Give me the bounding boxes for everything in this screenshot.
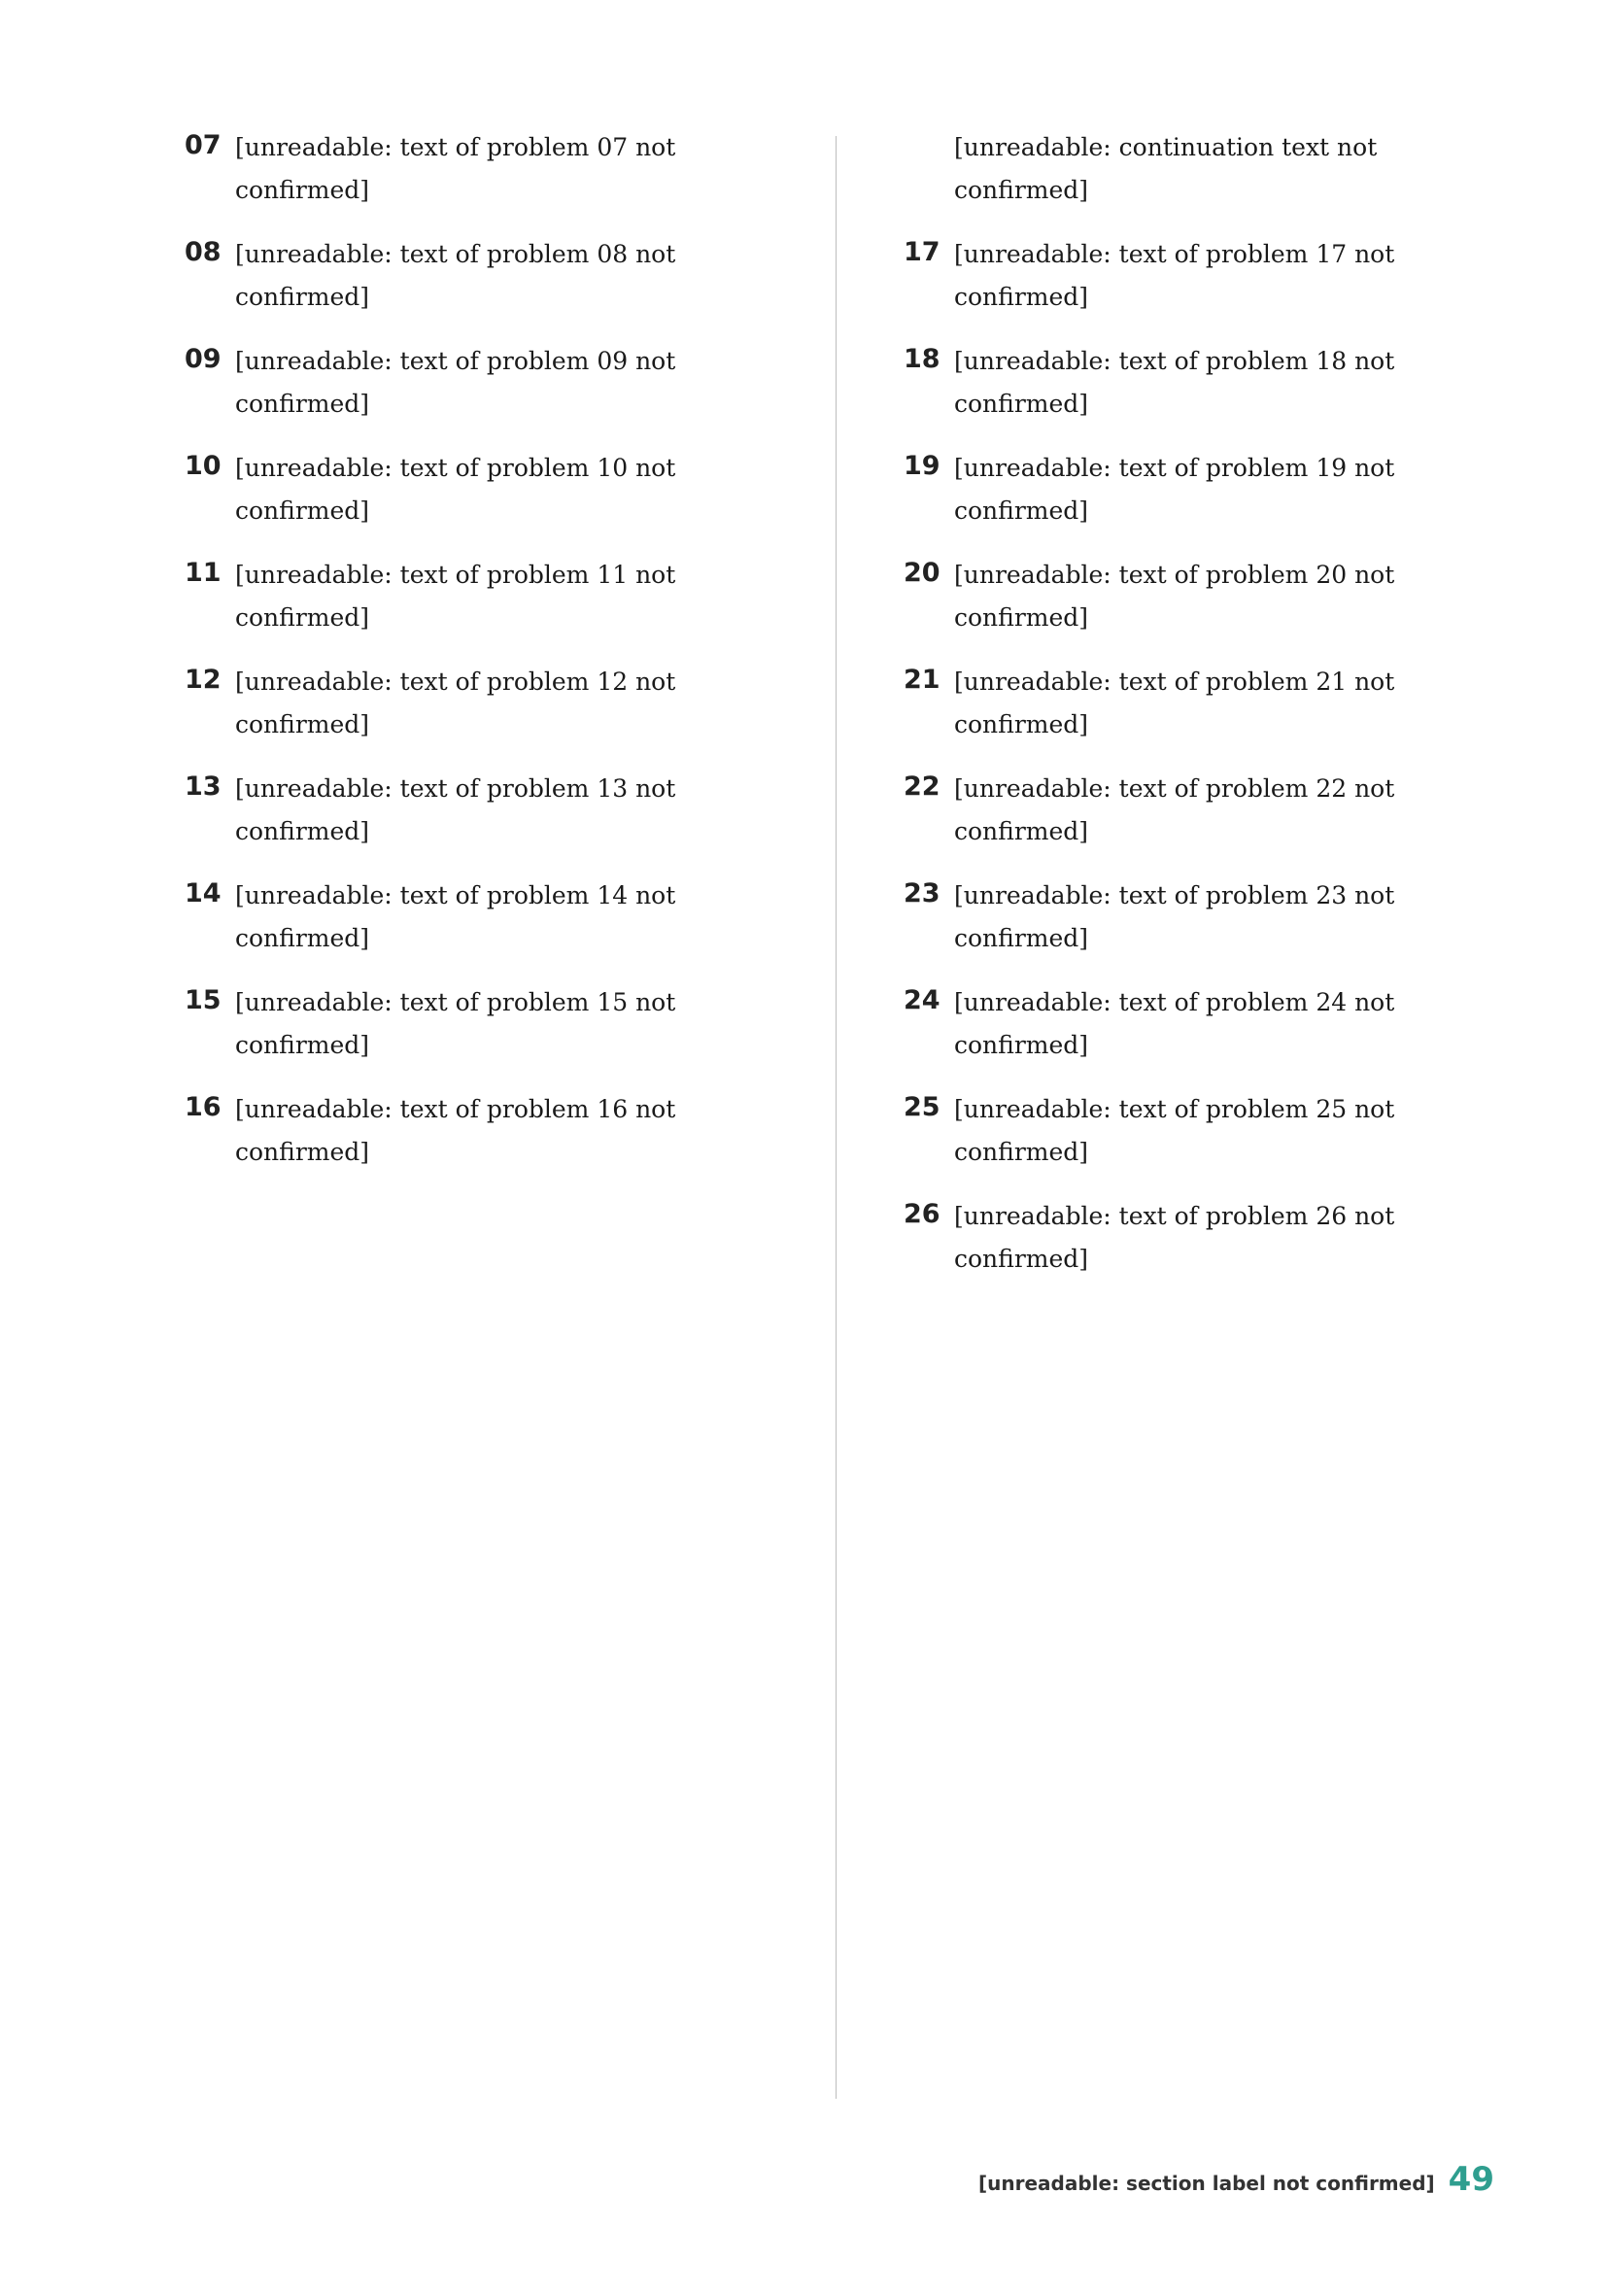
problem-number: 18 [904, 344, 940, 374]
problem-body [954, 874, 1506, 960]
solution-line: [unreadable: text of problem 17 not confirmed] [954, 240, 1395, 311]
problem-number: 13 [185, 771, 222, 802]
problem-body [235, 447, 806, 532]
problem-item [904, 447, 1506, 532]
problem-body [954, 1195, 1506, 1281]
problem-body [235, 768, 806, 853]
problem-body [235, 981, 806, 1067]
problem-item [904, 768, 1506, 853]
solution-line: [unreadable: text of problem 21 not confirmed] [954, 668, 1395, 738]
problem-body [954, 233, 1506, 319]
problem-number: 10 [185, 451, 222, 481]
problem-body [235, 233, 806, 319]
problem-number: 23 [904, 878, 940, 908]
problem-number: 21 [904, 665, 940, 695]
problem-item [185, 126, 806, 212]
problem-item [904, 981, 1506, 1067]
solution-line: [unreadable: text of problem 18 not confirmed] [954, 347, 1395, 418]
problem-body [235, 340, 806, 426]
problem-number: 25 [904, 1092, 940, 1122]
problem-body [235, 661, 806, 746]
problem-number: 15 [185, 985, 222, 1015]
problem-number: 09 [185, 344, 222, 374]
problem-body [954, 661, 1506, 746]
problem-number: 12 [185, 665, 222, 695]
problem-item [185, 768, 806, 853]
problem-number: 17 [904, 237, 940, 267]
section-label: [unreadable: section label not confirmed] [978, 2172, 1435, 2195]
solution-line: [unreadable: text of problem 12 not confirmed] [235, 668, 676, 738]
problem-number: 26 [904, 1199, 940, 1229]
problem-body [235, 874, 806, 960]
problem-number: 16 [185, 1092, 222, 1122]
problem-number: 20 [904, 558, 940, 588]
solution-line: [unreadable: text of problem 10 not confirmed] [235, 454, 676, 525]
problem-number: 11 [185, 558, 222, 588]
solution-line: [unreadable: text of problem 14 not confirmed] [235, 881, 676, 952]
problem-number: 24 [904, 985, 940, 1015]
solution-line: [unreadable: text of problem 08 not confirmed] [235, 240, 676, 311]
problem-body [954, 340, 1506, 426]
page-footer [978, 2160, 1494, 2199]
problem-item [185, 661, 806, 746]
problem-body [235, 126, 806, 212]
problem-item [904, 233, 1506, 319]
problem-item [185, 1088, 806, 1174]
problem-item [185, 554, 806, 639]
left-column [185, 126, 806, 1195]
problem-item [904, 554, 1506, 639]
problem-number: 22 [904, 771, 940, 802]
solution-line: [unreadable: text of problem 24 not confirmed] [954, 988, 1395, 1059]
solution-line: [unreadable: text of problem 23 not confirmed] [954, 881, 1395, 952]
problem-item [185, 447, 806, 532]
problem-item [185, 981, 806, 1067]
problem-body [235, 554, 806, 639]
problem-item [185, 233, 806, 319]
problem-item [904, 340, 1506, 426]
solution-line: [unreadable: text of problem 22 not confirmed] [954, 774, 1395, 845]
problem-body [235, 1088, 806, 1174]
solution-line: [unreadable: text of problem 26 not confirmed] [954, 1202, 1395, 1273]
solution-line: [unreadable: continuation text not confirmed] [954, 133, 1378, 204]
problem-number: 08 [185, 237, 222, 267]
solution-line: [unreadable: text of problem 15 not confirmed] [235, 988, 676, 1059]
solution-line: [unreadable: text of problem 20 not confirmed] [954, 561, 1395, 632]
solution-line: [unreadable: text of problem 19 not confirmed] [954, 454, 1395, 525]
solution-line: [unreadable: text of problem 13 not confirmed] [235, 774, 676, 845]
solution-line: [unreadable: text of problem 16 not confirmed] [235, 1095, 676, 1166]
problem-body [954, 981, 1506, 1067]
problem-item [185, 874, 806, 960]
problem-number: 07 [185, 130, 222, 160]
solution-line: [unreadable: text of problem 09 not confirmed] [235, 347, 676, 418]
problem-body [954, 126, 1506, 212]
problem-item [904, 1195, 1506, 1281]
problem-body [954, 1088, 1506, 1174]
problem-body [954, 554, 1506, 639]
solution-line: [unreadable: text of problem 07 not confirmed] [235, 133, 676, 204]
problem-body [954, 768, 1506, 853]
problem-item [904, 1088, 1506, 1174]
solution-line: [unreadable: text of problem 11 not confirmed] [235, 561, 676, 632]
column-divider [836, 136, 837, 2099]
problem-item [904, 126, 1506, 212]
solution-line: [unreadable: text of problem 25 not confirmed] [954, 1095, 1395, 1166]
page-number: 49 [1448, 2160, 1494, 2199]
right-column [904, 126, 1506, 1302]
problem-number: 14 [185, 878, 222, 908]
problem-item [904, 874, 1506, 960]
problem-item [904, 661, 1506, 746]
problem-body [954, 447, 1506, 532]
problem-number: 19 [904, 451, 940, 481]
problem-item [185, 340, 806, 426]
